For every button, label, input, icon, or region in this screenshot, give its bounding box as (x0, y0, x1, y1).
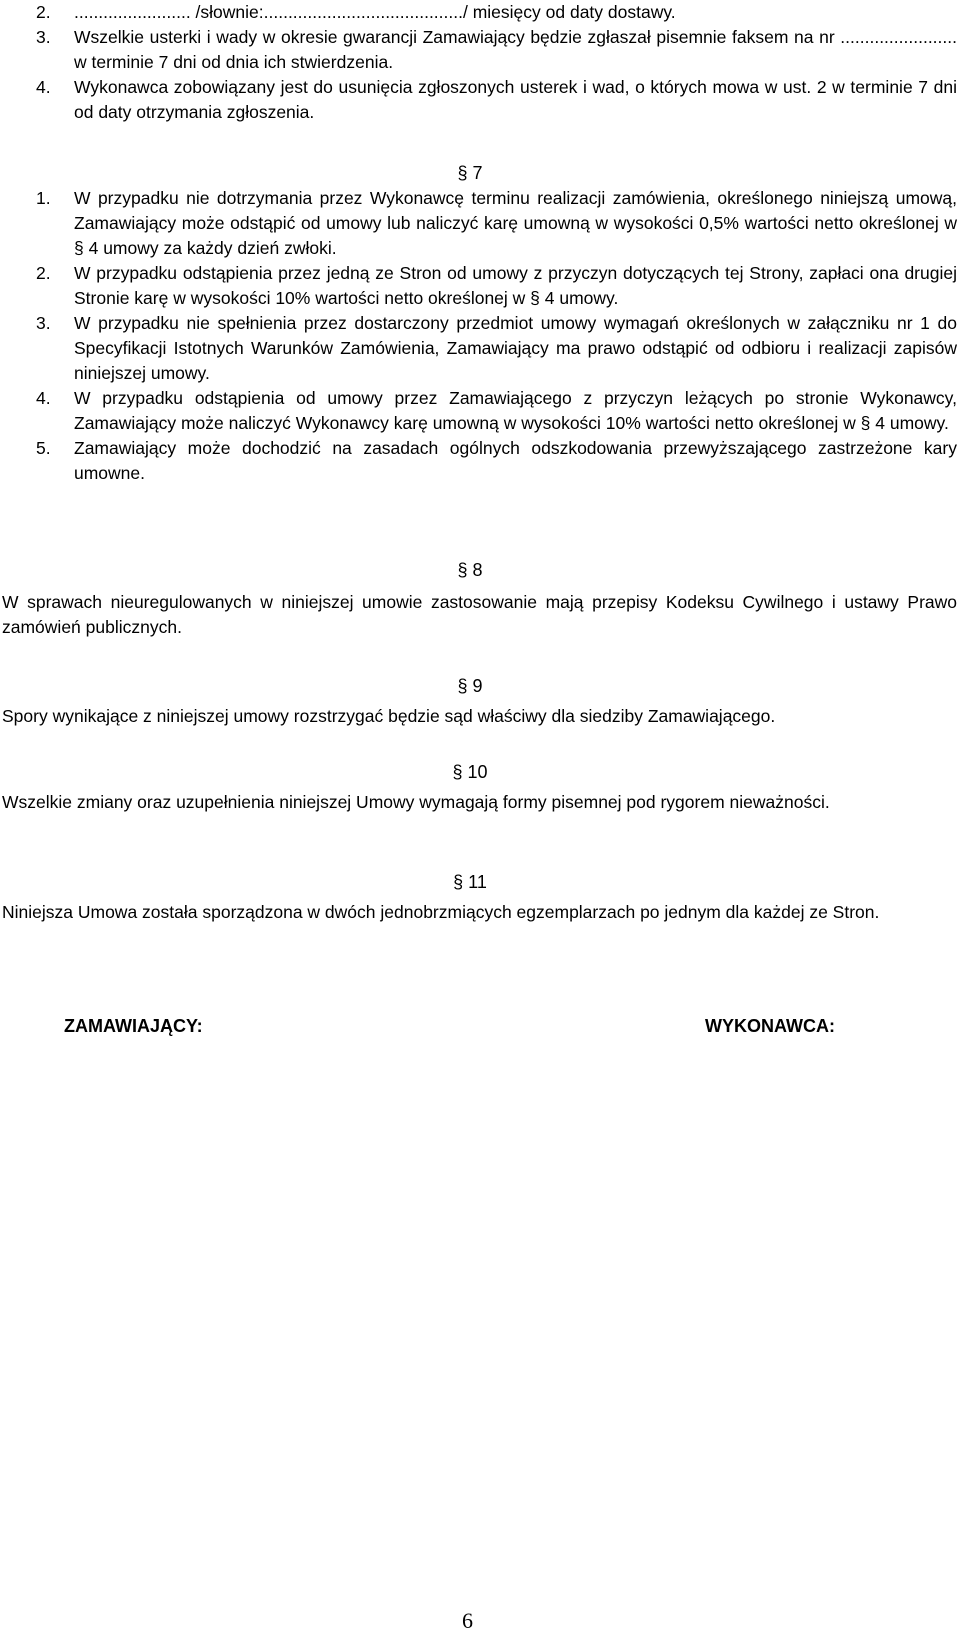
item-text: Wszelkie usterki i wady w okresie gwarancji Zamawiający będzie zgłaszał pisemnie faksem na nr ........................ w terminie 7 dni od dnia ich stwierdzenia. (74, 27, 957, 72)
warranty-list (0, 0, 960, 125)
item-text: Wykonawca zobowiązany jest do usunięcia zgłoszonych usterek i wad, o których mowa w ust. 2 w terminie 7 dni od daty otrzymania zgłoszenia. (74, 77, 957, 122)
list-item (0, 186, 960, 261)
item-number: 2. (36, 2, 51, 22)
list-item (0, 25, 960, 75)
section-9-text: Spory wynikające z niniejszej umowy rozstrzygać będzie sąd właściwy dla siedziby Zamawiającego. (2, 706, 776, 726)
section-11-text: Niniejsza Umowa została sporządzona w dwóch jednobrzmiących egzemplarzach po jednym dla każdej ze Stron. (2, 902, 880, 922)
item-text: ........................ /słownie:........................................./ miesięcy od daty dostawy. (74, 2, 676, 22)
signature-contracting-party: ZAMAWIAJĄCY: (64, 1016, 203, 1036)
item-number: 4. (36, 388, 51, 408)
section-7-list (0, 186, 960, 486)
section-7-heading: § 7 (457, 163, 483, 183)
page-number: 6 (462, 1608, 473, 1633)
section-9-heading: § 9 (457, 676, 483, 696)
section-8-text: W sprawach nieuregulowanych w niniejszej umowie zastosowanie mają przepisy Kodeksu Cywilnego i ustawy Prawo zamówień publicznych. (2, 592, 957, 637)
item-number: 3. (36, 27, 51, 47)
item-number: 1. (36, 188, 51, 208)
item-text: W przypadku odstąpienia przez jedną ze Stron od umowy z przyczyn dotyczących tej Strony, zapłaci ona drugiej Stronie karę w wysokości 10% wartości netto określonej w § 4 umowy. (74, 263, 957, 308)
section-10-heading: § 10 (452, 762, 488, 782)
list-item (0, 0, 960, 25)
signature-contractor: WYKONAWCA: (705, 1016, 835, 1036)
item-number: 5. (36, 438, 51, 458)
section-10-text: Wszelkie zmiany oraz uzupełnienia niniejszej Umowy wymagają formy pisemnej pod rygorem nieważności. (2, 792, 830, 812)
section-11-heading: § 11 (453, 872, 487, 892)
list-item (0, 75, 960, 125)
item-text: W przypadku nie dotrzymania przez Wykonawcę terminu realizacji zamówienia, określonego niniejszą umową, Zamawiający może odstąpić od umowy lub naliczyć karę umowną w wysokości 0,5% wartości netto określonej w § 4 umowy za każdy dzień zwłoki. (74, 188, 957, 258)
section-8-heading: § 8 (457, 560, 483, 580)
item-number: 3. (36, 313, 51, 333)
item-number: 2. (36, 263, 51, 283)
item-text: Zamawiający może dochodzić na zasadach ogólnych odszkodowania przewyższającego zastrzeżone kary umowne. (74, 438, 957, 483)
list-item (0, 386, 960, 436)
item-number: 4. (36, 77, 51, 97)
list-item (0, 311, 960, 386)
list-item (0, 261, 960, 311)
item-text: W przypadku odstąpienia od umowy przez Zamawiającego z przyczyn leżących po stronie Wykonawcy, Zamawiający może naliczyć Wykonawcy karę umowną w wysokości 10% wartości netto określonej w § 4 umowy. (74, 388, 957, 433)
item-text: W przypadku nie spełnienia przez dostarczony przedmiot umowy wymagań określonych w załączniku nr 1 do Specyfikacji Istotnych Warunków Zamówienia, Zamawiający ma prawo odstąpić od odbioru i realizacji zapisów niniejszej umowy. (74, 313, 957, 383)
list-item (0, 436, 960, 486)
